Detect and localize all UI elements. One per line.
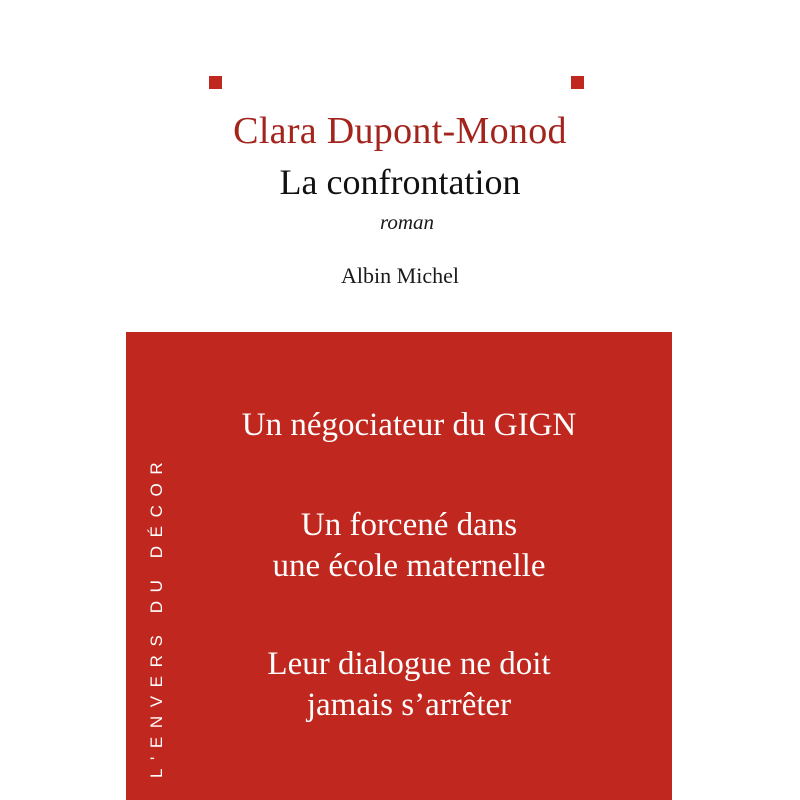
corner-square-left [209, 76, 222, 89]
blurb-line: jamais s’arrêter [306, 687, 512, 723]
blurb-line: Leur dialogue ne doit [267, 646, 551, 682]
corner-square-right [571, 76, 584, 89]
author-name: Clara Dupont-Monod [233, 110, 567, 152]
genre-label: roman [379, 210, 435, 234]
publisher-name: Albin Michel [341, 263, 459, 288]
blurb-line: Un négociateur du GIGN [241, 407, 577, 443]
collection-name: L'ENVERS DU DÉCOR [147, 453, 166, 778]
book-title: La confrontation [279, 162, 521, 202]
blurb-line: Un forcené dans [300, 507, 518, 543]
blurb-line: une école maternelle [272, 548, 546, 584]
